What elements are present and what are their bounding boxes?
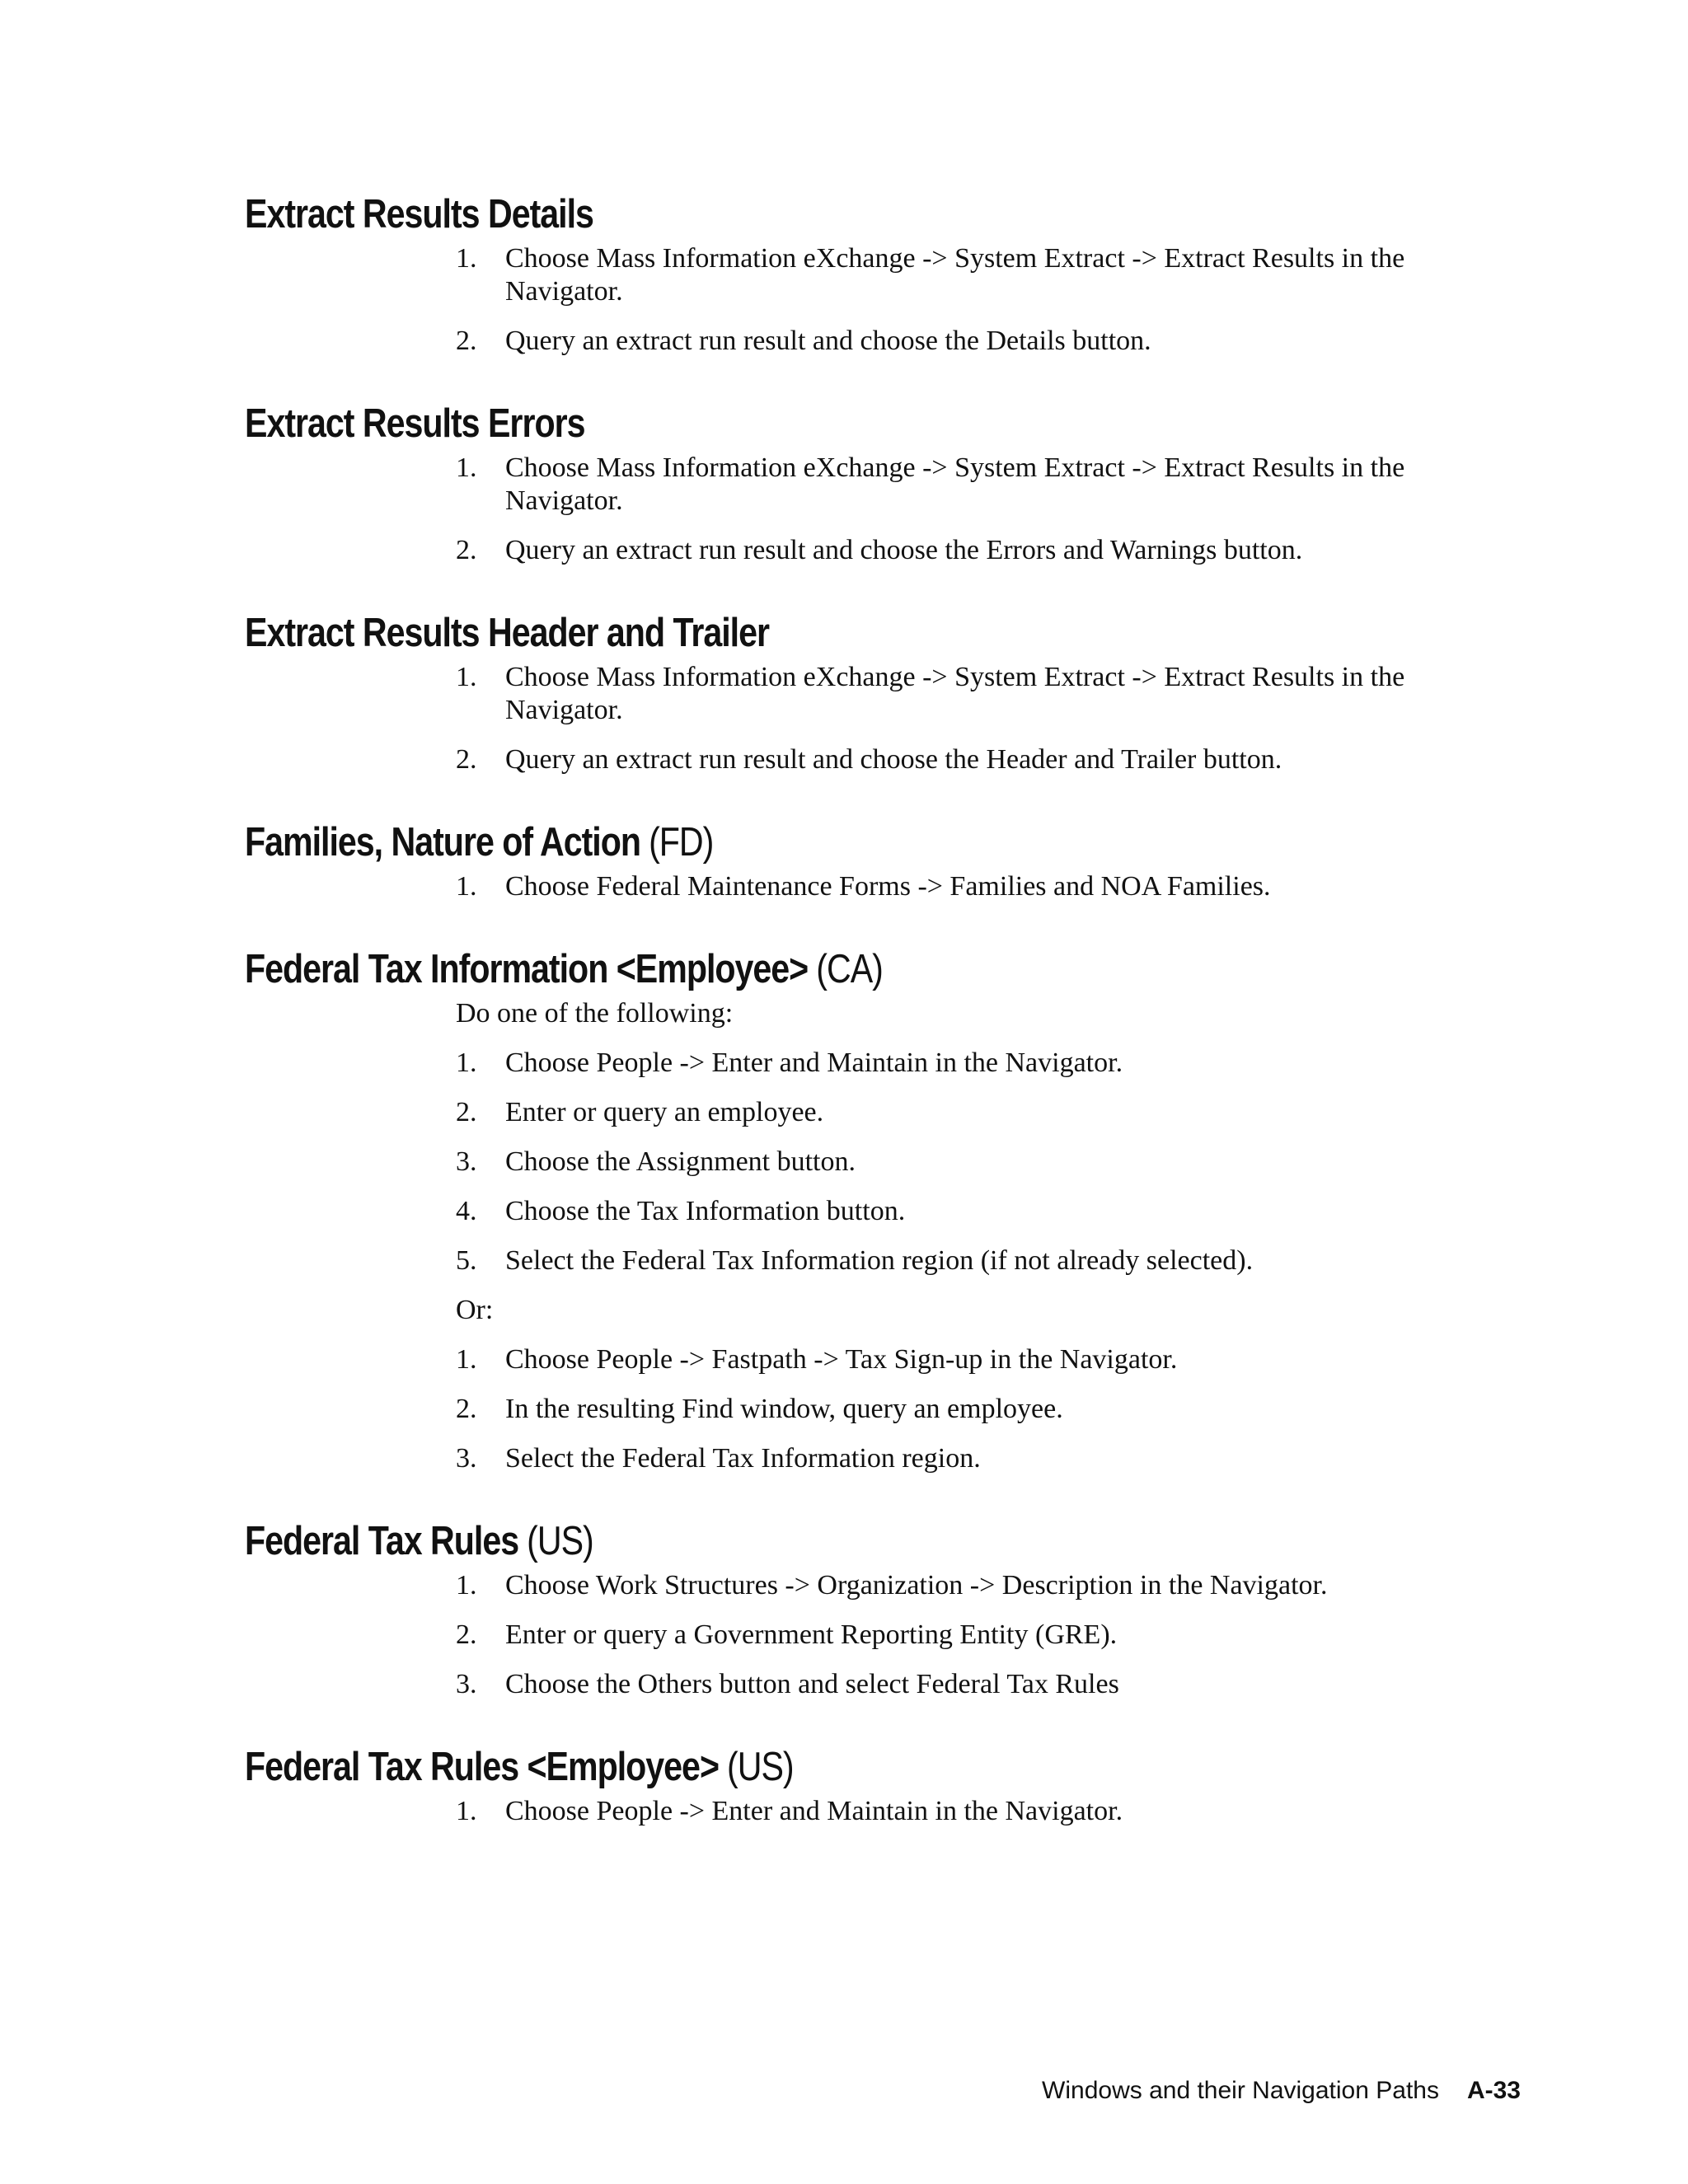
step-number: 4. (456, 1196, 477, 1226)
page-footer (1042, 2077, 1521, 2105)
step-item (456, 1795, 1531, 1828)
step-number: 2. (456, 326, 477, 356)
step-item (456, 1442, 1531, 1475)
step-item (456, 1096, 1531, 1129)
section-body (456, 1569, 1531, 1701)
section-heading-code: (CA) (816, 947, 883, 991)
step-text: Choose Federal Maintenance Forms -> Families and NOA Families. (505, 871, 1271, 902)
step-item (456, 870, 1531, 903)
section-body (456, 870, 1531, 903)
step-number: 2. (456, 535, 477, 565)
section-heading (245, 401, 1325, 447)
step-number: 2. (456, 1394, 477, 1424)
step-item (456, 1343, 1531, 1376)
step-number: 1. (456, 1570, 477, 1601)
step-item (456, 242, 1531, 308)
step-number: 1. (456, 1344, 477, 1375)
step-number: 1. (456, 1796, 477, 1826)
section (245, 401, 1531, 567)
step-number: 1. (456, 662, 477, 692)
step-item (456, 1047, 1531, 1080)
step-number: 1. (456, 1047, 477, 1078)
step-text: In the resulting Find window, query an employee. (505, 1394, 1063, 1424)
section (245, 819, 1531, 903)
step-item (456, 1619, 1531, 1652)
step-text: Enter or query an employee. (505, 1097, 824, 1127)
step-number: 1. (456, 452, 477, 483)
section-heading-title: Extract Results Errors (245, 401, 585, 446)
step-item (456, 452, 1531, 518)
step-item (456, 1146, 1531, 1179)
step-item (456, 661, 1531, 727)
step-item (456, 1393, 1531, 1426)
section (245, 1518, 1531, 1701)
step-item (456, 1569, 1531, 1602)
section-heading (245, 819, 1325, 865)
body-paragraph: Or: (456, 1295, 494, 1325)
section-body (456, 452, 1531, 567)
step-text: Enter or query a Government Reporting Entity (GRE). (505, 1619, 1118, 1650)
body-paragraph: Do one of the following: (456, 998, 734, 1029)
section-heading (245, 946, 1325, 992)
step-text: Choose Work Structures -> Organization -> Description in the Navigator. (505, 1570, 1328, 1601)
section (245, 191, 1531, 358)
step-text: Choose Mass Information eXchange -> System Extract -> Extract Results in the Navigator. (505, 452, 1405, 516)
step-text: Choose People -> Enter and Maintain in the Navigator. (505, 1047, 1123, 1078)
section (245, 610, 1531, 776)
section-heading-code: (US) (527, 1519, 593, 1563)
step-text: Choose Mass Information eXchange -> System Extract -> Extract Results in the Navigator. (505, 243, 1405, 307)
step-text: Choose Mass Information eXchange -> System Extract -> Extract Results in the Navigator. (505, 662, 1405, 725)
step-text: Query an extract run result and choose the Errors and Warnings button. (505, 535, 1303, 565)
section (245, 1744, 1531, 1828)
step-number: 1. (456, 243, 477, 274)
section-heading-title: Federal Tax Rules <Employee> (245, 1745, 719, 1789)
step-item (456, 743, 1531, 776)
step-text: Choose the Tax Information button. (505, 1196, 906, 1226)
section-heading (245, 1518, 1325, 1564)
step-number: 2. (456, 744, 477, 775)
section-body (456, 242, 1531, 358)
step-text: Select the Federal Tax Information region (if not already selected). (505, 1245, 1254, 1276)
section-heading (245, 191, 1325, 237)
step-item (456, 534, 1531, 567)
step-text: Select the Federal Tax Information region. (505, 1443, 981, 1474)
step-text: Query an extract run result and choose the Details button. (505, 326, 1151, 356)
step-text: Choose People -> Fastpath -> Tax Sign-up in the Navigator. (505, 1344, 1178, 1375)
step-text: Choose the Assignment button. (505, 1146, 856, 1177)
section (245, 946, 1531, 1475)
step-text: Choose People -> Enter and Maintain in the Navigator. (505, 1796, 1123, 1826)
section-heading-title: Families, Nature of Action (245, 820, 640, 865)
section-heading-title: Federal Tax Rules (245, 1519, 519, 1563)
section-heading-title: Extract Results Details (245, 192, 593, 237)
step-number: 3. (456, 1146, 477, 1177)
step-text: Choose the Others button and select Federal Tax Rules (505, 1669, 1119, 1699)
footer-chapter-title: Windows and their Navigation Paths (1042, 2077, 1439, 2104)
step-number: 1. (456, 871, 477, 902)
step-number: 5. (456, 1245, 477, 1276)
footer-page-number: A-33 (1466, 2077, 1521, 2104)
step-number: 2. (456, 1097, 477, 1127)
section-heading (245, 1744, 1325, 1790)
section-body (456, 1795, 1531, 1828)
section-heading-title: Federal Tax Information <Employee> (245, 947, 809, 991)
step-item (456, 1244, 1531, 1277)
step-number: 2. (456, 1619, 477, 1650)
section-body (456, 997, 1531, 1475)
section-body (456, 661, 1531, 776)
step-item (456, 1195, 1531, 1228)
step-item (456, 325, 1531, 358)
step-item (456, 1668, 1531, 1701)
section-heading-code: (US) (727, 1745, 794, 1789)
section-heading (245, 610, 1325, 656)
section-heading-title: Extract Results Header and Trailer (245, 611, 770, 655)
step-text: Query an extract run result and choose the Header and Trailer button. (505, 744, 1282, 775)
section-list (245, 191, 1531, 1871)
step-number: 3. (456, 1669, 477, 1699)
step-number: 3. (456, 1443, 477, 1474)
section-heading-code: (FD) (649, 820, 714, 865)
